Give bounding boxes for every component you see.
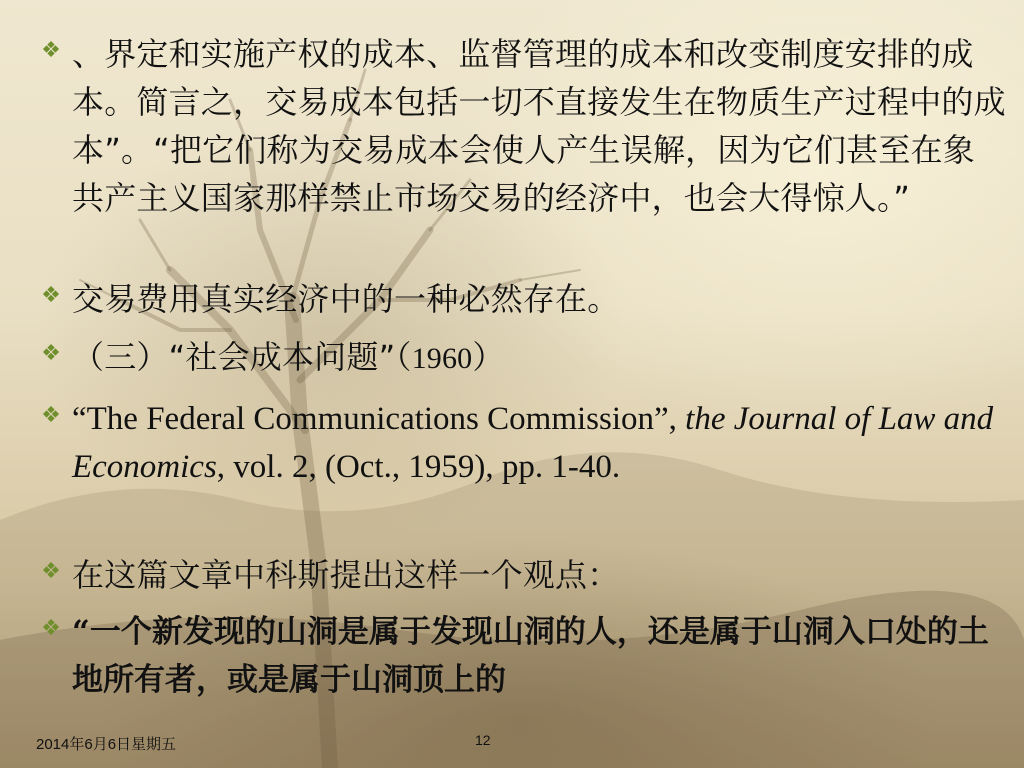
diamond-dots-icon: ❖ [41, 559, 61, 584]
list-item [72, 275, 1007, 323]
diamond-dots-icon: ❖ [41, 341, 61, 366]
diamond-dots-icon: ❖ [41, 38, 61, 63]
list-item-text: （三）“社会成本问题”（ [72, 338, 412, 376]
list-item-text-close: ） [472, 338, 505, 376]
diamond-dots-icon: ❖ [41, 283, 61, 308]
list-item-citation [72, 395, 1007, 491]
list-item-text: 、界定和实施产权的成本、监督管理的成本和改变制度安排的成本。简言之，交易成本包括一切不直接发生在物质生产过程中的成本”。“把它们称为交易成本会使人产生误解，因为它们甚至在象共产主义国家那样禁止市场交易的经济中，也会大得惊人。” [72, 35, 1006, 217]
list-item [72, 551, 1007, 599]
citation-journal: the Journal of Law and Economics [72, 401, 994, 485]
diamond-dots-icon: ❖ [41, 403, 61, 428]
footer-date: 2014年6月6日星期五 [36, 736, 177, 753]
list-item [72, 30, 1007, 222]
diamond-dots-icon: ❖ [41, 616, 61, 641]
list-item-text: “一个新发现的山洞是属于发现山洞的人，还是属于山洞入口处的土地所有者，或是属于山洞顶上的 [72, 614, 989, 698]
citation-title: “The Federal Communications Commission”, [72, 401, 686, 437]
citation-details: , vol. 2, (Oct., 1959), pp. 1-40. [216, 449, 621, 485]
list-item-year: 1960 [411, 342, 473, 375]
list-item [72, 333, 1007, 383]
list-item-quote [72, 608, 1007, 704]
page-number: 12 [475, 732, 491, 748]
list-item-text: 交易费用真实经济中的一种必然存在。 [72, 280, 620, 318]
list-item-text: 在这篇文章中科斯提出这样一个观点： [72, 556, 620, 594]
